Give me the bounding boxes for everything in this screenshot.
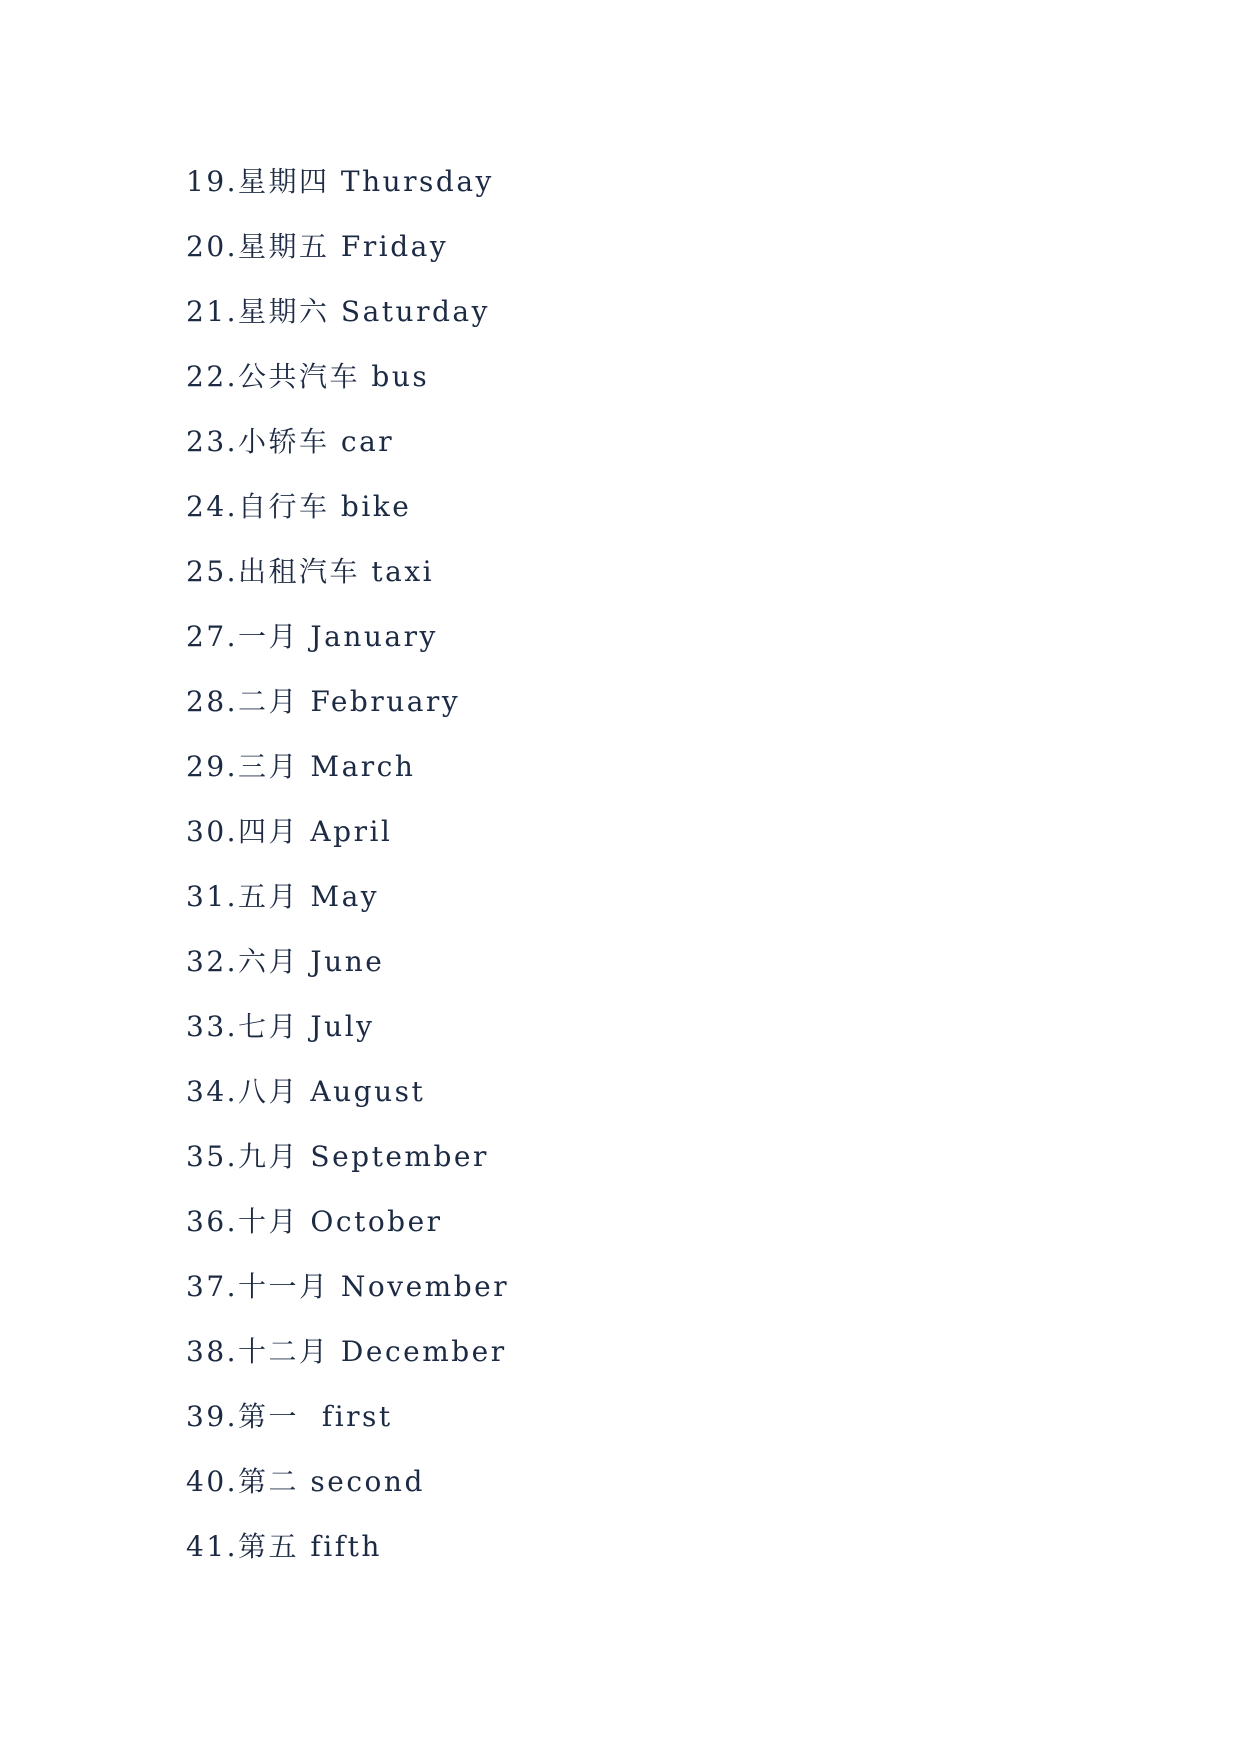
list-item: 25.出租汽车 taxi [186,555,435,588]
list-item: 35.九月 September [186,1140,489,1173]
vocabulary-list [186,162,509,1592]
list-item: 32.六月 June [186,945,385,978]
list-item: 34.八月 August [186,1075,426,1108]
list-item: 31.五月 May [186,880,380,913]
list-item: 29.三月 March [186,750,416,783]
list-item: 23.小轿车 car [186,425,395,458]
list-item: 20.星期五 Friday [186,230,449,263]
list-item: 30.四月 April [186,815,393,848]
list-item: 27.一月 January [186,620,438,653]
list-item: 36.十月 October [186,1205,443,1238]
list-item: 28.二月 February [186,685,461,718]
list-item: 41.第五 fifth [186,1530,382,1563]
list-item: 38.十二月 December [186,1335,507,1368]
list-item: 39.第一 first [186,1400,393,1433]
list-item: 40.第二 second [186,1465,425,1498]
list-item: 37.十一月 November [186,1270,510,1303]
list-item: 19.星期四 Thursday [186,165,494,198]
list-item: 24.自行车 bike [186,490,412,523]
list-item: 21.星期六 Saturday [186,295,490,328]
list-item: 22.公共汽车 bus [186,360,430,393]
list-item: 33.七月 July [186,1010,375,1043]
